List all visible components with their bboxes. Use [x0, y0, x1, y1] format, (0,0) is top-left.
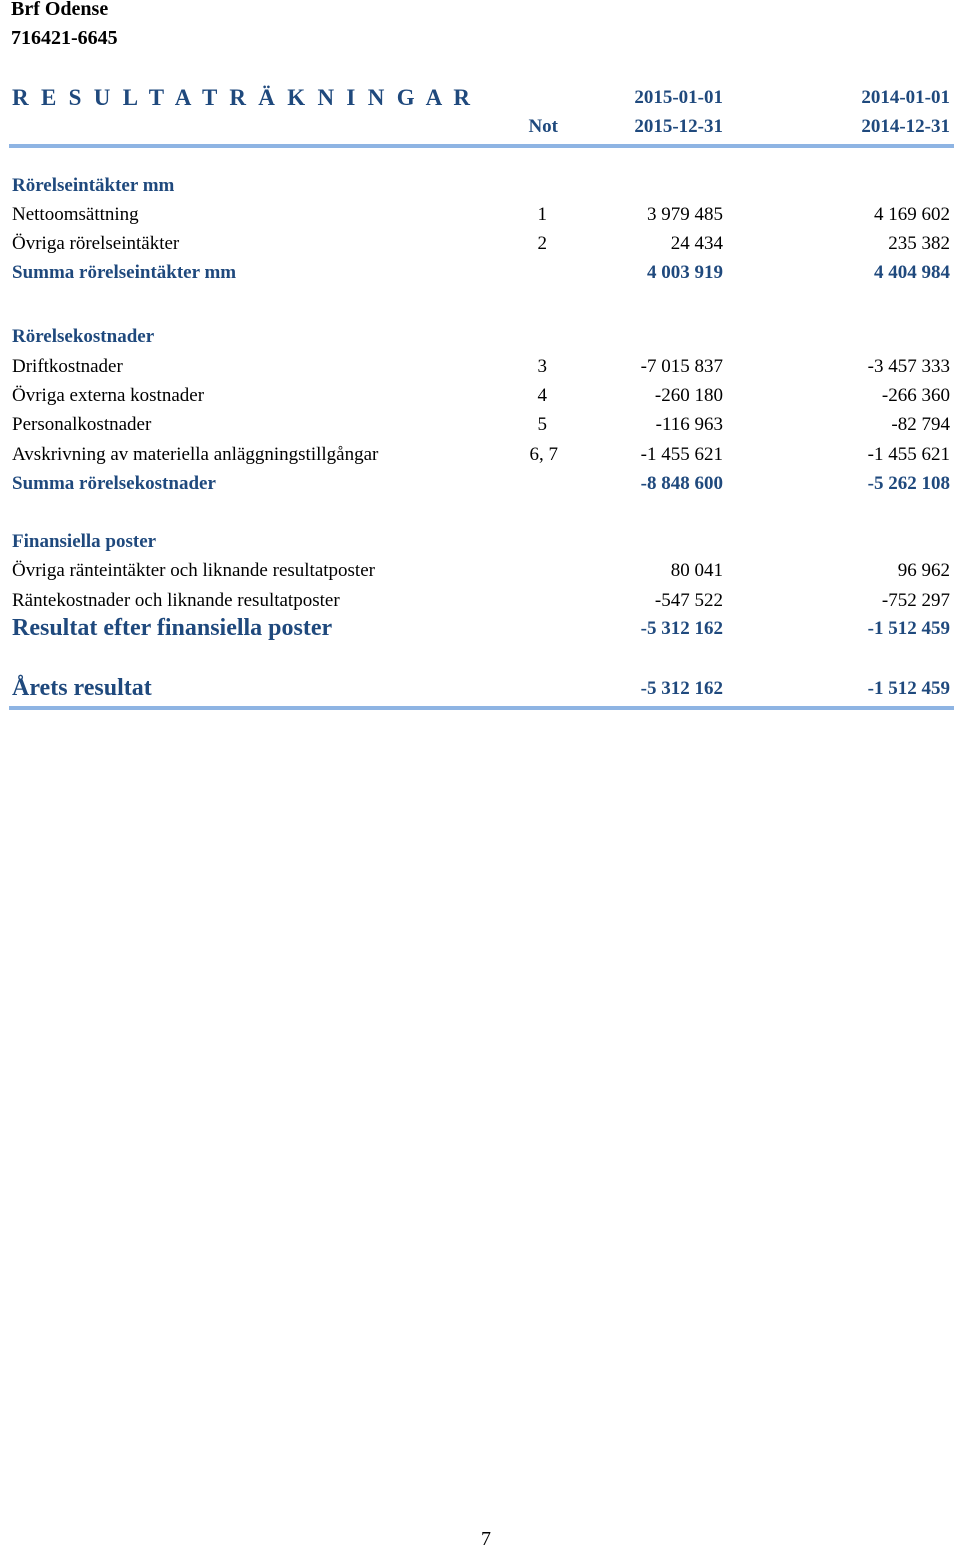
row-prior-value: -3 457 333 — [867, 356, 950, 377]
row-note: 5 — [537, 414, 547, 435]
row-label: Personalkostnader — [12, 414, 152, 435]
result-after-financial-row — [0, 615, 960, 647]
row-note: 2 — [537, 233, 547, 254]
row-prior-value: 4 404 984 — [874, 262, 950, 283]
row-label: Rörelsekostnader — [12, 326, 155, 347]
statement-title: R E S U L T A T R Ä K N I N G A R — [12, 85, 474, 110]
row-prior-value: -1 455 621 — [867, 444, 950, 465]
row-label: Övriga externa kostnader — [12, 385, 205, 406]
section-heading-financial-items — [0, 531, 960, 557]
subtotal-row — [0, 262, 960, 288]
row-label: Avskrivning av materiella anläggningstillgångar — [12, 444, 379, 465]
row-prior-value: -5 262 108 — [867, 473, 950, 494]
row-current-value: -5 312 162 — [640, 618, 723, 639]
row-label: Summa rörelseintäkter mm — [12, 262, 237, 283]
section-heading-operating-income — [0, 175, 960, 201]
table-row — [0, 204, 960, 230]
row-label: Övriga ränteintäkter och liknande resultatposter — [12, 560, 375, 581]
header-divider — [9, 144, 954, 148]
period-current-end: 2015-12-31 — [634, 116, 723, 137]
table-row — [0, 356, 960, 382]
row-prior-value: -1 512 459 — [867, 678, 950, 699]
row-note: 1 — [537, 204, 547, 225]
organization-name: Brf Odense — [11, 0, 109, 20]
row-label: Rörelseintäkter mm — [12, 175, 175, 196]
row-label: Resultat efter finansiella poster — [12, 615, 333, 641]
note-column-header: Not — [528, 116, 558, 137]
annual-result-row — [0, 675, 960, 707]
section-heading-operating-expenses — [0, 326, 960, 352]
row-label: Nettoomsättning — [12, 204, 139, 225]
row-label: Finansiella poster — [12, 531, 157, 552]
table-row — [0, 414, 960, 440]
footer-divider — [9, 706, 954, 710]
period-current-start: 2015-01-01 — [634, 87, 723, 108]
row-current-value: 24 434 — [670, 233, 723, 254]
row-current-value: -116 963 — [655, 414, 723, 435]
period-prior-start: 2014-01-01 — [861, 87, 950, 108]
page-number: 7 — [481, 1528, 491, 1550]
row-label: Övriga rörelseintäkter — [12, 233, 180, 254]
row-current-value: -5 312 162 — [640, 678, 723, 699]
row-current-value: -7 015 837 — [640, 356, 723, 377]
organization-number: 716421-6645 — [11, 27, 118, 49]
row-note: 3 — [537, 356, 547, 377]
table-row — [0, 560, 960, 586]
row-prior-value: -266 360 — [881, 385, 950, 406]
row-note: 4 — [537, 385, 547, 406]
row-prior-value: 96 962 — [897, 560, 950, 581]
row-current-value: 80 041 — [670, 560, 723, 581]
subtotal-row — [0, 473, 960, 499]
row-prior-value: -1 512 459 — [867, 618, 950, 639]
row-label: Driftkostnader — [12, 356, 123, 377]
row-current-value: -1 455 621 — [640, 444, 723, 465]
row-label: Årets resultat — [12, 675, 152, 701]
row-prior-value: 235 382 — [888, 233, 950, 254]
row-prior-value: -82 794 — [891, 414, 950, 435]
table-row — [0, 385, 960, 411]
table-row — [0, 590, 960, 616]
row-current-value: -8 848 600 — [640, 473, 723, 494]
row-label: Räntekostnader och liknande resultatposter — [12, 590, 340, 611]
row-current-value: -547 522 — [654, 590, 723, 611]
table-row — [0, 233, 960, 259]
table-row — [0, 444, 960, 470]
row-current-value: 4 003 919 — [647, 262, 723, 283]
row-prior-value: -752 297 — [881, 590, 950, 611]
row-current-value: -260 180 — [654, 385, 723, 406]
row-current-value: 3 979 485 — [647, 204, 723, 225]
row-note: 6, 7 — [529, 444, 558, 465]
period-prior-end: 2014-12-31 — [861, 116, 950, 137]
row-prior-value: 4 169 602 — [874, 204, 950, 225]
row-label: Summa rörelsekostnader — [12, 473, 216, 494]
